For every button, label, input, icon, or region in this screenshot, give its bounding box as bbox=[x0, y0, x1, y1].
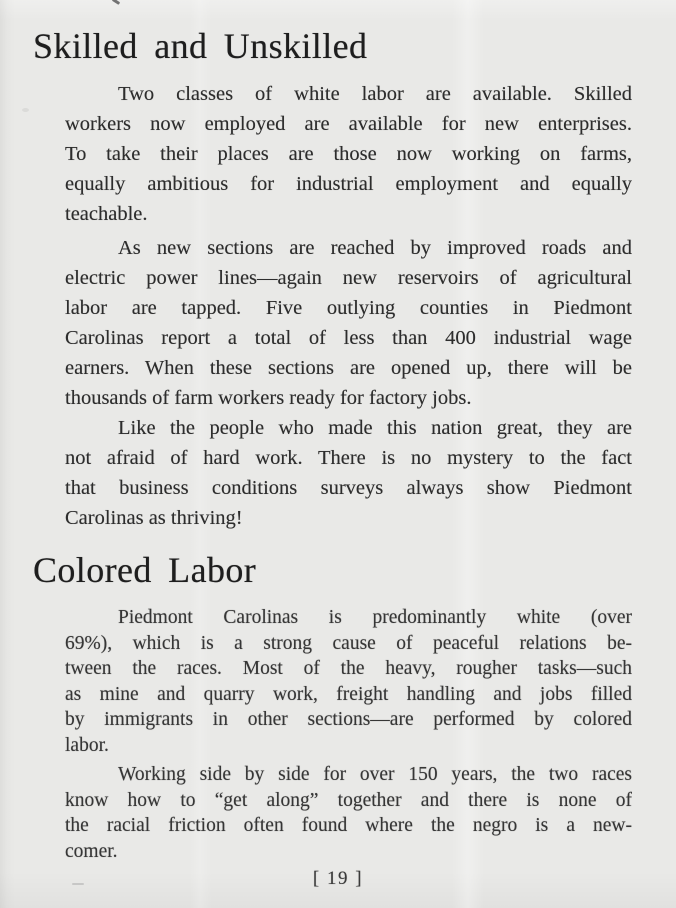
text-line: by immigrants in other sections—are performed by colored bbox=[65, 709, 632, 730]
text-line: know how to “get along” together and there is none of bbox=[65, 789, 632, 811]
text-line: comer. bbox=[65, 840, 118, 862]
text-line: 69%), which is a strong cause of peaceful relations be- bbox=[65, 632, 632, 654]
text-line: Two classes of white labor are available. Skilled bbox=[118, 83, 632, 105]
text-line: workers now employed are available for new enterprises. bbox=[65, 113, 632, 135]
text-line: that business conditions surveys always show Piedmont bbox=[65, 477, 632, 499]
paragraph-two-classes bbox=[65, 79, 632, 229]
text-line: As new sections are reached by improved roads and bbox=[118, 237, 632, 259]
text-line: Carolinas as thriving! bbox=[65, 507, 243, 529]
paragraph-working-side-by-side bbox=[65, 762, 632, 864]
paragraph-like-the-people bbox=[65, 413, 632, 533]
paper-speck bbox=[22, 108, 29, 112]
text-line: not afraid of hard work. There is no mystery to the fact bbox=[65, 447, 632, 469]
text-line: Carolinas report a total of less than 400 industrial wage bbox=[65, 327, 632, 349]
text-line: teachable. bbox=[65, 203, 148, 225]
text-line: earners. When these sections are opened up, there will be bbox=[65, 357, 632, 379]
text-line: Piedmont Carolinas is predominantly white (over bbox=[118, 607, 632, 628]
text-line: equally ambitious for industrial employment and equally bbox=[65, 173, 632, 195]
section-heading-colored-labor: Colored Labor bbox=[33, 550, 257, 590]
section-heading-skilled-and-unskilled: Skilled and Unskilled bbox=[33, 26, 368, 66]
text-line: the racial friction often found where the negro is a new- bbox=[65, 815, 632, 836]
scan-artifact-top-mark bbox=[112, 0, 120, 5]
paragraph-piedmont-predominantly bbox=[65, 605, 632, 758]
text-line: To take their places are those now working on farms, bbox=[65, 143, 632, 165]
text-line: electric power lines—again new reservoirs of agricultural bbox=[65, 267, 632, 289]
text-line: Like the people who made this nation great, they are bbox=[118, 417, 632, 439]
text-line: labor are tapped. Five outlying counties in Piedmont bbox=[65, 297, 632, 319]
text-line: tween the races. Most of the heavy, rougher tasks—such bbox=[65, 658, 632, 679]
text-line: thousands of farm workers ready for factory jobs. bbox=[65, 387, 472, 409]
page-number: [ 19 ] bbox=[312, 868, 364, 889]
text-line: labor. bbox=[65, 734, 109, 756]
paragraph-new-sections bbox=[65, 233, 632, 413]
text-line: as mine and quarry work, freight handling and jobs filled bbox=[65, 683, 632, 705]
text-line: Working side by side for over 150 years, the two races bbox=[118, 764, 632, 785]
